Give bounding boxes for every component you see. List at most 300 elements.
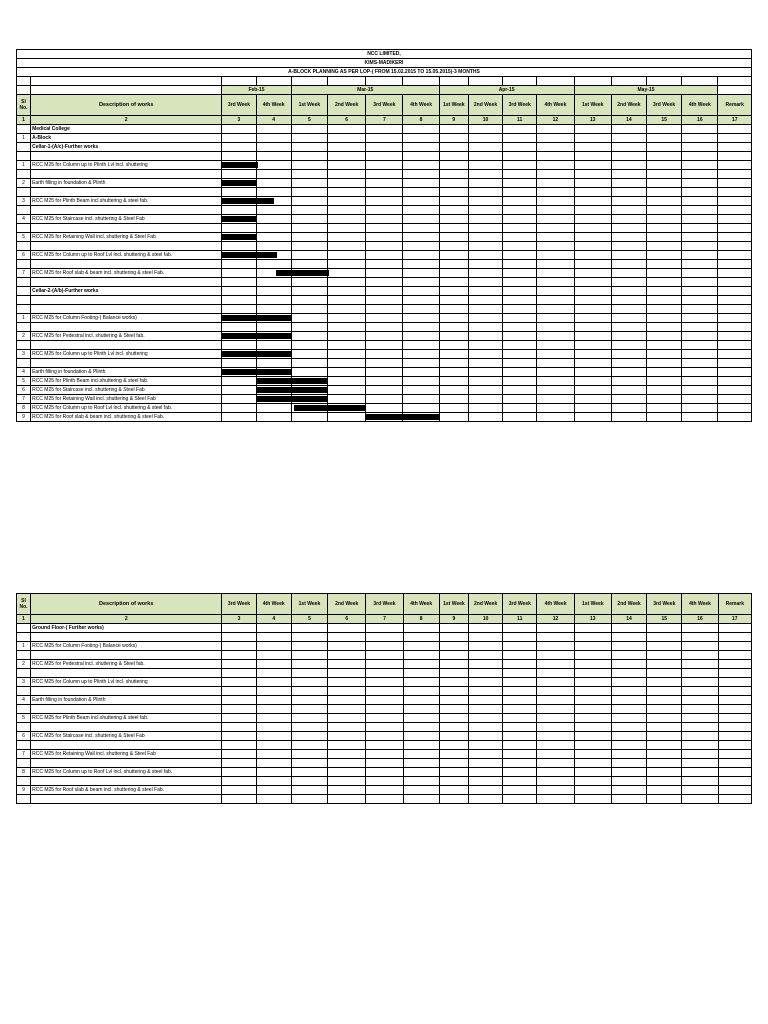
week-cell — [327, 125, 365, 134]
sl-cell — [17, 651, 31, 660]
remark-cell — [718, 642, 751, 651]
description-cell — [31, 777, 222, 786]
week-cell — [328, 651, 366, 660]
week-cell — [291, 323, 327, 332]
week-cell — [574, 305, 611, 314]
week-cell — [222, 152, 256, 161]
week-cell — [647, 678, 682, 687]
week-cell — [366, 161, 403, 170]
column-number: 9 — [439, 116, 468, 125]
sl-cell — [17, 323, 31, 332]
week-cell — [574, 233, 611, 242]
week-cell — [222, 170, 256, 179]
description-cell: Ground Floor-( Further works) — [31, 624, 222, 633]
week-cell — [503, 413, 537, 422]
week-cell — [291, 359, 327, 368]
week-cell — [256, 224, 291, 233]
week-cell — [468, 233, 502, 242]
sl-cell — [17, 705, 31, 714]
week-cell — [403, 332, 439, 341]
week-cell — [328, 687, 366, 696]
description-cell: RCC M25 for Staircase incl. shuttering & Steel Fab — [31, 732, 222, 741]
week-cell — [503, 732, 537, 741]
week-cell — [403, 269, 439, 278]
week-cell — [682, 161, 718, 170]
week-cell — [439, 669, 468, 678]
week-header: 2nd Week — [468, 95, 502, 116]
week-cell — [291, 305, 327, 314]
week-cell — [574, 795, 611, 804]
week-cell — [439, 786, 468, 795]
week-cell — [439, 395, 468, 404]
description-cell — [31, 741, 222, 750]
week-cell — [328, 633, 366, 642]
week-cell — [291, 651, 327, 660]
week-cell — [611, 143, 646, 152]
week-header: 4th Week — [537, 594, 574, 615]
table-row — [17, 642, 752, 651]
empty-cell — [291, 77, 327, 86]
week-cell — [682, 678, 718, 687]
week-cell — [682, 750, 718, 759]
week-cell — [647, 179, 682, 188]
week-cell — [611, 134, 646, 143]
week-cell — [647, 323, 682, 332]
table-row — [17, 624, 752, 633]
week-header: 1st Week — [439, 594, 468, 615]
week-cell — [611, 386, 646, 395]
week-cell — [611, 741, 646, 750]
table-row — [17, 786, 752, 795]
remark-cell — [718, 323, 752, 332]
remark-cell — [718, 413, 752, 422]
week-cell — [574, 206, 611, 215]
week-cell — [503, 696, 537, 705]
week-cell — [537, 377, 574, 386]
week-cell — [611, 350, 646, 359]
week-cell — [291, 161, 327, 170]
week-cell — [256, 633, 291, 642]
description-cell — [31, 651, 222, 660]
week-cell — [222, 179, 256, 188]
column-number: 15 — [647, 116, 682, 125]
week-cell — [366, 624, 403, 633]
week-cell — [439, 197, 468, 206]
remark-cell — [718, 359, 752, 368]
week-cell — [403, 633, 439, 642]
week-cell — [468, 350, 502, 359]
week-header: 3rd Week — [503, 95, 537, 116]
week-cell — [682, 188, 718, 197]
week-cell — [682, 215, 718, 224]
week-cell — [256, 651, 291, 660]
week-cell — [503, 651, 537, 660]
week-cell — [403, 233, 439, 242]
week-cell — [503, 714, 537, 723]
week-cell — [439, 179, 468, 188]
empty-cell — [31, 77, 222, 86]
week-cell — [682, 777, 718, 786]
week-cell — [222, 759, 256, 768]
week-cell — [439, 759, 468, 768]
week-cell — [469, 786, 503, 795]
empty-cell — [439, 77, 468, 86]
sl-cell: 9 — [17, 413, 31, 422]
column-number: 6 — [327, 116, 365, 125]
week-header: 3rd Week — [503, 594, 537, 615]
remark-cell — [718, 759, 751, 768]
week-cell — [291, 125, 327, 134]
table-row — [17, 768, 752, 777]
description-cell: RCC M25 for Column up to Roof Lvl incl. shuttering & steel fab. — [31, 404, 222, 413]
week-cell — [291, 669, 327, 678]
spacer-row — [17, 77, 752, 86]
description-cell: RCC M25 for Plinth Beam incl.shuttering & steel fab. — [31, 714, 222, 723]
week-cell — [439, 242, 468, 251]
week-cell — [256, 795, 291, 804]
remark-cell — [718, 741, 751, 750]
week-cell — [222, 413, 256, 422]
week-cell — [647, 359, 682, 368]
sl-cell — [17, 278, 31, 287]
week-cell — [222, 669, 256, 678]
week-cell — [222, 332, 256, 341]
week-cell — [366, 152, 403, 161]
week-cell — [291, 170, 327, 179]
week-cell — [403, 152, 439, 161]
week-cell — [222, 233, 256, 242]
week-cell — [503, 314, 537, 323]
column-number: 4 — [256, 615, 291, 624]
sl-cell — [17, 633, 31, 642]
empty-cell — [31, 86, 222, 95]
week-cell — [403, 732, 439, 741]
week-cell — [537, 251, 574, 260]
week-cell — [647, 197, 682, 206]
sl-cell: 7 — [17, 395, 31, 404]
week-cell — [574, 395, 611, 404]
week-cell — [537, 170, 574, 179]
week-cell — [503, 723, 537, 732]
week-cell — [682, 741, 718, 750]
week-cell — [611, 260, 646, 269]
sl-cell — [17, 260, 31, 269]
remark-cell — [718, 732, 751, 741]
week-cell — [366, 386, 403, 395]
description-cell — [31, 152, 222, 161]
week-cell — [328, 786, 366, 795]
week-cell — [503, 669, 537, 678]
week-cell — [537, 768, 574, 777]
week-header: 2nd Week — [469, 594, 503, 615]
week-cell — [291, 152, 327, 161]
week-cell — [403, 404, 439, 413]
week-cell — [222, 404, 256, 413]
week-cell — [403, 687, 439, 696]
empty-cell — [403, 77, 439, 86]
week-cell — [647, 287, 682, 296]
week-cell — [327, 197, 365, 206]
week-cell — [611, 224, 646, 233]
week-cell — [574, 359, 611, 368]
week-cell — [439, 768, 468, 777]
table-row — [17, 332, 752, 341]
week-cell — [366, 197, 403, 206]
week-cell — [574, 687, 611, 696]
week-cell — [256, 750, 291, 759]
week-cell — [366, 651, 403, 660]
sl-cell: 4 — [17, 215, 31, 224]
sl-cell — [17, 795, 31, 804]
week-cell — [611, 278, 646, 287]
week-cell — [574, 224, 611, 233]
remark-cell — [718, 624, 751, 633]
column-number: 7 — [366, 116, 403, 125]
week-cell — [611, 305, 646, 314]
week-cell — [574, 143, 611, 152]
gantt-bar — [222, 252, 277, 258]
week-cell — [503, 233, 537, 242]
week-cell — [503, 678, 537, 687]
table-row — [17, 696, 752, 705]
week-cell — [503, 341, 537, 350]
remark-cell — [718, 143, 752, 152]
week-cell — [469, 687, 503, 696]
table-row — [17, 395, 752, 404]
sl-cell: 6 — [17, 732, 31, 741]
week-cell — [503, 377, 537, 386]
week-cell — [403, 323, 439, 332]
remark-cell — [718, 669, 751, 678]
week-cell — [611, 768, 646, 777]
week-cell — [222, 723, 256, 732]
week-cell — [469, 732, 503, 741]
week-cell — [574, 170, 611, 179]
week-cell — [439, 323, 468, 332]
week-cell — [503, 332, 537, 341]
week-cell — [403, 386, 439, 395]
week-header-row — [17, 594, 752, 615]
week-cell — [403, 251, 439, 260]
week-cell — [328, 759, 366, 768]
week-cell — [403, 179, 439, 188]
week-cell — [291, 795, 327, 804]
table-row — [17, 125, 752, 134]
sl-cell — [17, 125, 31, 134]
week-cell — [574, 413, 611, 422]
week-cell — [469, 795, 503, 804]
week-cell — [439, 651, 468, 660]
week-cell — [574, 296, 611, 305]
week-cell — [647, 642, 682, 651]
week-cell — [682, 260, 718, 269]
week-cell — [647, 332, 682, 341]
week-cell — [537, 215, 574, 224]
week-cell — [291, 750, 327, 759]
week-cell — [366, 188, 403, 197]
week-cell — [366, 206, 403, 215]
week-cell — [403, 341, 439, 350]
week-cell — [327, 278, 365, 287]
week-cell — [403, 777, 439, 786]
week-cell — [537, 368, 574, 377]
week-cell — [327, 206, 365, 215]
week-cell — [328, 723, 366, 732]
week-cell — [574, 723, 611, 732]
week-cell — [503, 188, 537, 197]
month-header: Apr-15 — [439, 86, 574, 95]
week-header: 4th Week — [537, 95, 574, 116]
week-cell — [291, 314, 327, 323]
remark-cell — [718, 341, 752, 350]
week-cell — [503, 287, 537, 296]
empty-cell — [17, 86, 31, 95]
week-cell — [469, 624, 503, 633]
week-cell — [574, 188, 611, 197]
week-header: 3rd Week — [647, 594, 682, 615]
week-cell — [647, 260, 682, 269]
remark-cell — [718, 269, 752, 278]
week-cell — [328, 777, 366, 786]
table-row — [17, 197, 752, 206]
week-cell — [503, 768, 537, 777]
description-cell: RCC M25 for Pedestral incl. shuttering & Steel fab. — [31, 660, 222, 669]
table-row — [17, 687, 752, 696]
week-header: 4th Week — [403, 594, 439, 615]
week-cell — [503, 305, 537, 314]
week-cell — [366, 696, 403, 705]
week-cell — [403, 350, 439, 359]
week-cell — [574, 404, 611, 413]
week-cell — [256, 341, 291, 350]
week-cell — [439, 251, 468, 260]
sl-cell — [17, 341, 31, 350]
week-cell — [468, 278, 502, 287]
week-cell — [647, 296, 682, 305]
week-cell — [503, 296, 537, 305]
gantt-bar — [222, 198, 274, 204]
week-cell — [291, 642, 327, 651]
planning-sheet-bottom — [16, 593, 752, 804]
week-cell — [222, 687, 256, 696]
week-cell — [611, 206, 646, 215]
week-cell — [291, 179, 327, 188]
week-cell — [682, 314, 718, 323]
week-cell — [256, 642, 291, 651]
week-cell — [468, 368, 502, 377]
week-cell — [503, 251, 537, 260]
gantt-bar — [222, 369, 291, 375]
week-cell — [291, 278, 327, 287]
week-cell — [366, 741, 403, 750]
week-cell — [256, 377, 291, 386]
week-cell — [647, 741, 682, 750]
week-cell — [327, 323, 365, 332]
week-cell — [468, 179, 502, 188]
week-cell — [327, 350, 365, 359]
remark-cell — [718, 786, 751, 795]
sl-cell: 7 — [17, 750, 31, 759]
table-row — [17, 161, 752, 170]
remark-cell — [718, 750, 751, 759]
week-cell — [256, 143, 291, 152]
week-cell — [611, 696, 646, 705]
week-cell — [537, 350, 574, 359]
week-cell — [327, 242, 365, 251]
week-cell — [611, 759, 646, 768]
sl-cell: 1 — [17, 134, 31, 143]
remark-cell — [718, 332, 752, 341]
empty-cell — [17, 77, 31, 86]
week-cell — [574, 260, 611, 269]
week-cell — [328, 741, 366, 750]
sl-cell: 1 — [17, 161, 31, 170]
week-cell — [503, 350, 537, 359]
week-cell — [291, 624, 327, 633]
week-cell — [439, 624, 468, 633]
week-cell — [403, 395, 439, 404]
week-cell — [469, 759, 503, 768]
week-cell — [256, 660, 291, 669]
week-cell — [439, 705, 468, 714]
week-cell — [291, 368, 327, 377]
table-row — [17, 669, 752, 678]
week-cell — [439, 314, 468, 323]
week-cell — [647, 714, 682, 723]
week-cell — [403, 224, 439, 233]
week-cell — [403, 170, 439, 179]
week-cell — [611, 296, 646, 305]
description-cell — [31, 224, 222, 233]
week-cell — [537, 323, 574, 332]
sl-cell: 7 — [17, 269, 31, 278]
week-cell — [366, 786, 403, 795]
week-cell — [503, 170, 537, 179]
empty-cell — [503, 77, 537, 86]
week-cell — [327, 269, 365, 278]
week-cell — [469, 678, 503, 687]
week-cell — [647, 188, 682, 197]
week-header: 2nd Week — [611, 95, 646, 116]
week-cell — [574, 368, 611, 377]
week-cell — [328, 678, 366, 687]
week-cell — [537, 224, 574, 233]
week-cell — [611, 404, 646, 413]
week-cell — [366, 305, 403, 314]
week-cell — [256, 413, 291, 422]
week-cell — [611, 732, 646, 741]
week-cell — [574, 161, 611, 170]
week-cell — [647, 233, 682, 242]
week-cell — [366, 350, 403, 359]
week-cell — [503, 215, 537, 224]
week-cell — [291, 296, 327, 305]
week-cell — [439, 741, 468, 750]
week-cell — [537, 260, 574, 269]
week-cell — [503, 777, 537, 786]
week-cell — [328, 696, 366, 705]
week-cell — [403, 786, 439, 795]
week-cell — [682, 413, 718, 422]
week-cell — [574, 732, 611, 741]
week-cell — [256, 386, 291, 395]
week-cell — [366, 395, 403, 404]
week-cell — [468, 341, 502, 350]
week-cell — [503, 260, 537, 269]
empty-cell — [327, 77, 365, 86]
week-cell — [537, 386, 574, 395]
week-cell — [439, 269, 468, 278]
